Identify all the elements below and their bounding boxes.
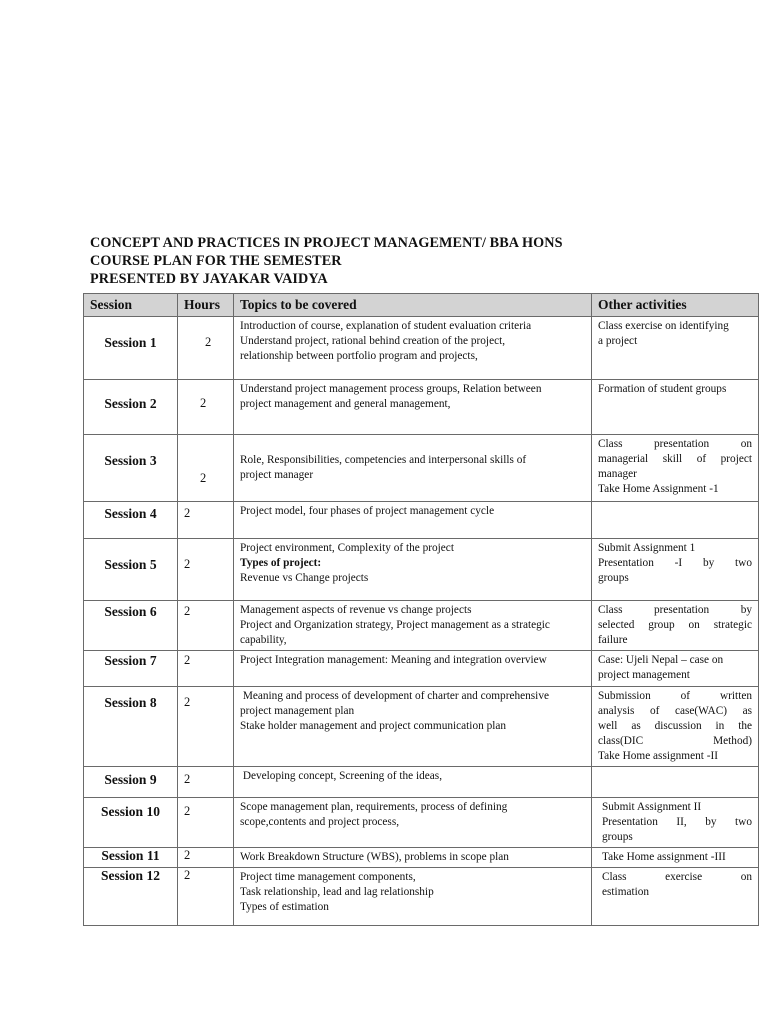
course-plan-subtitle: COURSE PLAN FOR THE SEMESTER [90, 253, 342, 269]
activity-line: a project [598, 335, 638, 347]
topics-cell [234, 317, 592, 380]
topics-cell [234, 798, 592, 848]
session-cell [84, 687, 178, 767]
session-label: Session 3 [104, 453, 157, 468]
other-activities-cell [592, 539, 759, 601]
other-activities-cell [592, 848, 759, 868]
topic-line: Project time management components, [240, 871, 416, 883]
session-label: Session 7 [104, 653, 157, 668]
header-other-activities: Other activities [592, 294, 759, 317]
table-header-row [84, 294, 759, 317]
session-cell [84, 601, 178, 651]
table-body [84, 317, 759, 926]
header-session: Session [84, 294, 178, 317]
session-label: Session 10 [101, 804, 160, 819]
other-activities-cell [592, 868, 759, 926]
hours-value: 2 [184, 695, 191, 709]
topic-line: project management and general management, [240, 398, 451, 410]
activity-line: selected group on strategic [598, 619, 752, 631]
topics-cell [234, 601, 592, 651]
session-label: Session 4 [104, 506, 157, 521]
topic-line: capability, [240, 634, 287, 646]
session-label: Session 9 [104, 772, 157, 787]
activity-line: Presentation II, by two [602, 816, 752, 828]
activity-line: Presentation -I by two [598, 557, 752, 569]
table-row [84, 848, 759, 868]
topic-line: Management aspects of revenue vs change projects [240, 604, 472, 616]
session-cell [84, 380, 178, 435]
hours-cell [178, 651, 234, 687]
topic-line: Work Breakdown Structure (WBS), problems in scope plan [240, 851, 509, 863]
hours-cell [178, 798, 234, 848]
activity-line: Submission of written [598, 690, 752, 702]
topic-line: scope,contents and project process, [240, 816, 400, 828]
activity-line: Submit Assignment II [602, 801, 702, 813]
hours-value: 2 [205, 335, 212, 349]
session-label: Session 1 [104, 335, 157, 350]
activity-line: estimation [602, 886, 650, 898]
table-row [84, 798, 759, 848]
activity-line: Class exercise on [602, 871, 752, 883]
other-activities-cell [592, 687, 759, 767]
hours-value: 2 [184, 804, 191, 818]
table-row [84, 435, 759, 502]
topic-line: Revenue vs Change projects [240, 572, 369, 584]
topic-line: Project Integration management: Meaning and integration overview [240, 654, 547, 666]
topic-line: Project and Organization strategy, Project management as a strategic [240, 619, 550, 631]
topic-line: project manager [240, 469, 314, 481]
other-activities-cell [592, 601, 759, 651]
activity-line: analysis of case(WAC) as [598, 705, 752, 717]
session-cell [84, 868, 178, 926]
hours-value: 2 [184, 868, 191, 882]
session-label: Session 6 [104, 604, 157, 619]
topic-line: Role, Responsibilities, competencies and interpersonal skills of [240, 454, 527, 466]
session-cell [84, 767, 178, 798]
topic-line: Types of estimation [240, 901, 329, 913]
topics-cell [234, 435, 592, 502]
session-cell [84, 539, 178, 601]
table-row [84, 687, 759, 767]
activity-line: well as discussion in the [598, 720, 752, 732]
session-cell [84, 848, 178, 868]
table-row [84, 317, 759, 380]
topic-line: Task relationship, lead and lag relationship [240, 886, 434, 898]
other-activities-cell [592, 317, 759, 380]
activity-line: Formation of student groups [598, 383, 727, 395]
table-row [84, 539, 759, 601]
table-row [84, 767, 759, 798]
other-activities-cell [592, 435, 759, 502]
session-cell [84, 435, 178, 502]
hours-cell [178, 848, 234, 868]
activity-line: Class presentation on [598, 438, 752, 450]
topics-cell [234, 380, 592, 435]
table-row [84, 651, 759, 687]
activity-line: Take Home assignment -II [598, 750, 718, 762]
session-label: Session 8 [104, 695, 157, 710]
activity-line: failure [598, 634, 628, 646]
topic-line: Understand project management process groups, Relation between [240, 383, 542, 395]
course-plan-table [83, 293, 759, 926]
topic-line: Project model, four phases of project management cycle [240, 505, 495, 517]
topic-line: Stake holder management and project communication plan [240, 720, 507, 732]
topic-line: Types of project: [240, 557, 322, 569]
other-activities-cell [592, 380, 759, 435]
hours-value: 2 [200, 471, 207, 485]
activity-line: class(DIC Method) [598, 735, 752, 747]
session-label: Session 11 [101, 848, 160, 863]
topics-cell [234, 848, 592, 868]
hours-cell [178, 435, 234, 502]
hours-value: 2 [184, 772, 191, 786]
table-row [84, 601, 759, 651]
activity-line: manager [598, 468, 637, 480]
topics-cell [234, 539, 592, 601]
other-activities-cell [592, 502, 759, 539]
hours-value: 2 [184, 506, 191, 520]
activity-line: groups [598, 572, 629, 584]
other-activities-cell [592, 798, 759, 848]
other-activities-cell [592, 651, 759, 687]
topic-line: Introduction of course, explanation of student evaluation criteria [240, 320, 532, 332]
topics-cell [234, 868, 592, 926]
table-row [84, 380, 759, 435]
hours-value: 2 [184, 604, 191, 618]
session-cell [84, 502, 178, 539]
topic-line: Meaning and process of development of charter and comprehensive [240, 690, 549, 702]
topics-cell [234, 651, 592, 687]
hours-value: 2 [184, 848, 191, 862]
hours-cell [178, 502, 234, 539]
topic-line: Developing concept, Screening of the ideas, [240, 770, 443, 782]
hours-cell [178, 601, 234, 651]
hours-cell [178, 539, 234, 601]
session-label: Session 2 [104, 396, 157, 411]
topics-cell [234, 502, 592, 539]
table-row [84, 868, 759, 926]
other-activities-cell [592, 767, 759, 798]
document-heading [90, 234, 563, 288]
topic-line: relationship between portfolio program and projects, [240, 350, 478, 362]
activity-line: Class exercise on identifying [598, 320, 729, 332]
hours-value: 2 [200, 396, 207, 410]
hours-value: 2 [184, 653, 191, 667]
course-title: CONCEPT AND PRACTICES IN PROJECT MANAGEMENT/ BBA HONS [90, 235, 563, 251]
header-hours: Hours [178, 294, 234, 317]
activity-line: project management [598, 669, 690, 681]
hours-cell [178, 687, 234, 767]
hours-cell [178, 380, 234, 435]
topic-line: Understand project, rational behind creation of the project, [240, 335, 506, 347]
topics-cell [234, 767, 592, 798]
header-topics: Topics to be covered [234, 294, 592, 317]
session-cell [84, 317, 178, 380]
table-row [84, 502, 759, 539]
activity-line: Take Home Assignment -1 [598, 483, 719, 495]
hours-cell [178, 767, 234, 798]
session-cell [84, 798, 178, 848]
presenter-line: PRESENTED BY JAYAKAR VAIDYA [90, 271, 328, 287]
activity-line: Take Home assignment -III [602, 851, 726, 863]
activity-line: Submit Assignment 1 [598, 542, 696, 554]
topics-cell [234, 687, 592, 767]
session-label: Session 5 [104, 557, 157, 572]
hours-cell [178, 868, 234, 926]
hours-cell [178, 317, 234, 380]
session-label: Session 12 [101, 868, 160, 883]
activity-line: groups [602, 831, 633, 843]
activity-line: Case: Ujeli Nepal – case on [598, 654, 724, 666]
activity-line: managerial skill of project [598, 453, 752, 465]
topic-line: Project environment, Complexity of the project [240, 542, 454, 554]
activity-line: Class presentation by [598, 604, 752, 616]
hours-value: 2 [184, 557, 191, 571]
topic-line: Scope management plan, requirements, process of defining [240, 801, 508, 813]
topic-line: project management plan [240, 705, 355, 717]
session-cell [84, 651, 178, 687]
